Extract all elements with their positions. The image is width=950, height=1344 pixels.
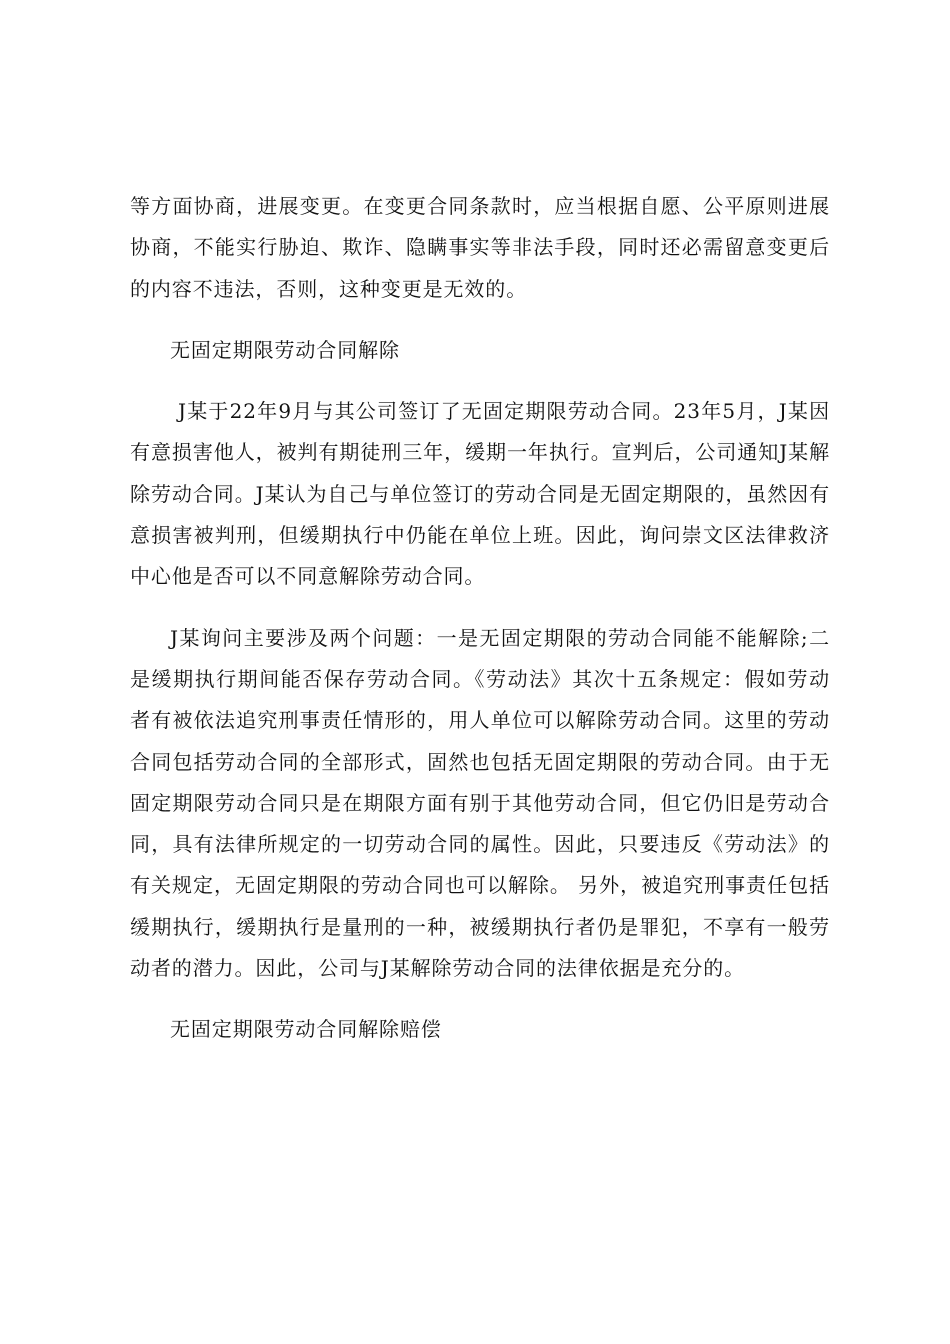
section-heading-compensation: 无固定期限劳动合同解除赔偿 [170,1017,442,1042]
paragraph-gap [130,310,830,330]
paragraph-case-facts: J某于22年9月与其公司签订了无固定期限劳动合同。23年5月，J某因有意损害他人，被判有期徒刑三年，缓期一年执行。宣判后，公司通知J某解除劳动合同。J某认为自己与单位签订的劳动合同是无固定期限的，虽然因有意损害被判刑，但缓期执行中仍能在单位上班。因此，询问崇文区法律救济中心他是否可以不同意解除劳动合同。 [130,399,830,589]
section-heading-termination: 无固定期限劳动合同解除 [170,337,400,362]
document-body [130,186,830,1051]
paragraph-legal-analysis: J某询问主要涉及两个问题：一是无固定期限的劳动合同能不能解除;二是缓期执行期间能否保存劳动合同。《劳动法》其次十五条规定：假如劳动者有被依法追究刑事责任情形的，用人单位可以解除劳动合同。这里的劳动合同包括劳动合同的全部形式，固然也包括无固定期限的劳动合同。由于无固定期限劳动合同只是在期限方面有别于其他劳动合同，但它仍旧是劳动合同，具有法律所规定的一切劳动合同的属性。因此，只要违反《劳动法》的有关规定，无固定期限的劳动合同也可以解除。 另外，被追究刑事责任包括缓期执行，缓期执行是量刑的一种，被缓期执行者仍是罪犯，不享有一般劳动者的潜力。因此，公司与J某解除劳动合同的法律依据是充分的。 [130,625,830,981]
paragraph-gap [130,989,830,1009]
paragraph-contract-change: 等方面协商，进展变更。在变更合同条款时，应当根据自愿、公平原则进展协商，不能实行胁迫、欺诈、隐瞒事实等非法手段，同时还必需留意变更后的内容不违法，否则，这种变更是无效的。 [130,194,830,301]
paragraph-gap [130,371,830,391]
paragraph-gap [130,598,830,618]
